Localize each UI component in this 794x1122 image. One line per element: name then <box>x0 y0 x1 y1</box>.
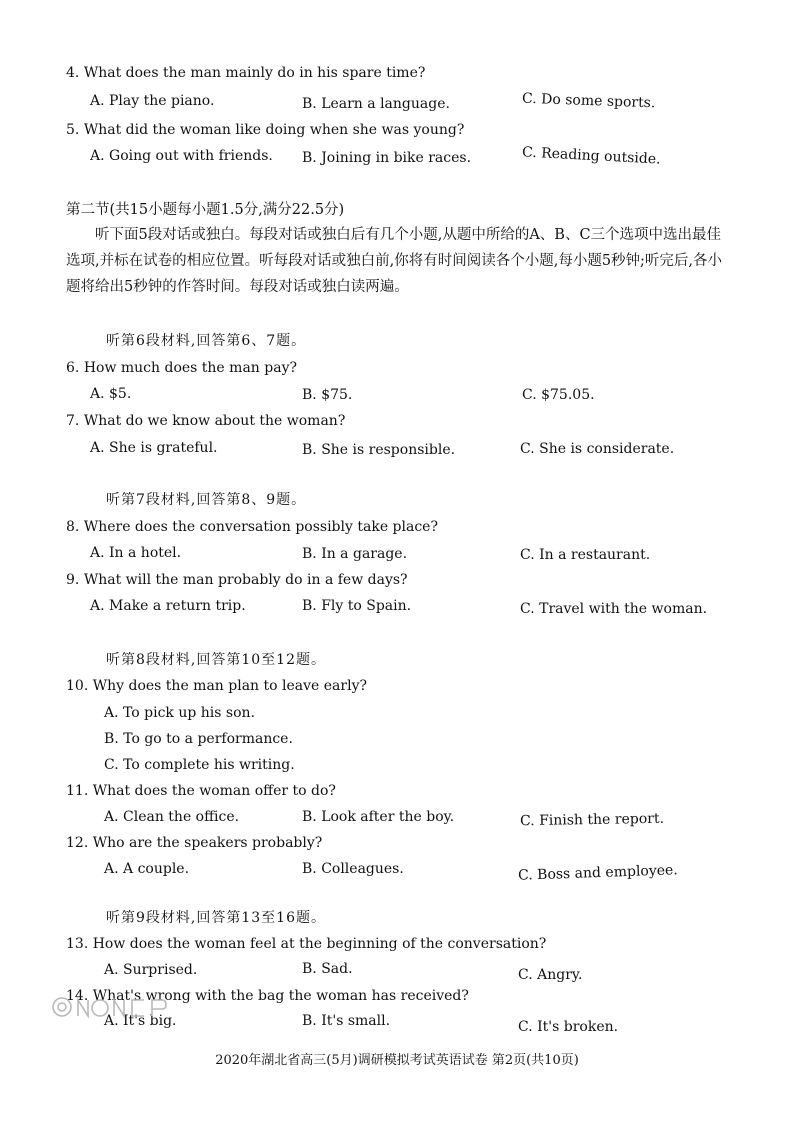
q6-option-b: B. $75. <box>302 387 353 403</box>
q9-option-a: A. Make a return trip. <box>90 598 246 614</box>
q7-option-b: B. She is responsible. <box>302 442 456 458</box>
q13-option-c: C. Angry. <box>518 967 583 983</box>
q5-option-c: C. Reading outside. <box>521 144 661 168</box>
q7-option-a: A. She is grateful. <box>90 440 218 456</box>
question-14: 14. What's wrong with the bag the woman has received? <box>66 988 469 1004</box>
question-8: 8. Where does the conversation possibly take place? <box>66 519 438 535</box>
q8-option-b: B. In a garage. <box>302 546 408 562</box>
q11-option-a: A. Clean the office. <box>104 809 240 825</box>
q13-option-b: B. Sad. <box>302 961 353 977</box>
page-footer: 2020年湖北省高三(5月)调研模拟考试英语试卷 第2页(共10页) <box>215 1053 579 1068</box>
question-7: 7. What do we know about the woman? <box>66 413 346 429</box>
q8-option-c: C. In a restaurant. <box>520 547 651 563</box>
q4-option-c: C. Do some sports. <box>521 90 656 112</box>
q10-option-c: C. To complete his writing. <box>104 757 295 773</box>
watermark-logo <box>52 990 172 1024</box>
question-13: 13. How does the woman feel at the beginning of the conversation? <box>66 936 547 952</box>
q11-option-c: C. Finish the report. <box>519 810 665 830</box>
q5-option-a: A. Going out with friends. <box>90 148 273 164</box>
q9-option-c: C. Travel with the woman. <box>520 601 708 617</box>
question-9: 9. What will the man probably do in a few days? <box>66 572 408 588</box>
q7-option-c: C. She is considerate. <box>520 441 675 457</box>
question-12: 12. Who are the speakers probably? <box>66 835 323 851</box>
group-8-lead: 听第8段材料,回答第10至12题。 <box>106 652 326 668</box>
group-6-lead: 听第6段材料,回答第6、7题。 <box>106 333 307 349</box>
q6-option-a: A. $5. <box>90 386 132 402</box>
question-5: 5. What did the woman like doing when she was young? <box>66 122 465 138</box>
q14-option-c: C. It's broken. <box>518 1019 619 1035</box>
section-2-instructions: 听下面5段对话或独白。每段对话或独白后有几个小题,从题中所给的A、B、C三个选项中选出最佳选项,并标在试卷的相应位置。听每段对话或独白前,你将有时间阅读各个小题,每小题5秒钟;听完后,各小题将给出5秒钟的作答时间。每段对话或独白读两遍。 <box>66 227 723 295</box>
q12-option-b: B. Colleagues. <box>302 861 404 877</box>
question-4: 4. What does the man mainly do in his spare time? <box>66 65 426 81</box>
group-9-lead: 听第9段材料,回答第13至16题。 <box>106 910 326 926</box>
q14-option-a: A. It's big. <box>104 1013 177 1029</box>
q8-option-a: A. In a hotel. <box>90 545 182 561</box>
q9-option-b: B. Fly to Spain. <box>302 598 412 614</box>
question-6: 6. How much does the man pay? <box>66 360 297 376</box>
q11-option-b: B. Look after the boy. <box>302 809 455 825</box>
q14-option-b: B. It's small. <box>302 1013 391 1029</box>
q13-option-a: A. Surprised. <box>104 962 198 978</box>
q12-option-a: A. A couple. <box>104 861 190 877</box>
section-2-heading: 第二节(共15小题每小题1.5分,满分22.5分) <box>66 202 345 218</box>
q6-option-c: C. $75.05. <box>522 387 595 403</box>
q12-option-c: C. Boss and employee. <box>517 862 679 884</box>
question-10: 10. Why does the man plan to leave early? <box>66 678 367 694</box>
q5-option-b: B. Joining in bike races. <box>302 150 472 166</box>
q4-option-b: B. Learn a language. <box>302 96 450 112</box>
question-11: 11. What does the woman offer to do? <box>66 783 336 799</box>
q10-option-a: A. To pick up his son. <box>104 705 255 721</box>
group-7-lead: 听第7段材料,回答第8、9题。 <box>106 492 307 508</box>
q10-option-b: B. To go to a performance. <box>104 731 293 747</box>
q4-option-a: A. Play the piano. <box>90 93 215 109</box>
